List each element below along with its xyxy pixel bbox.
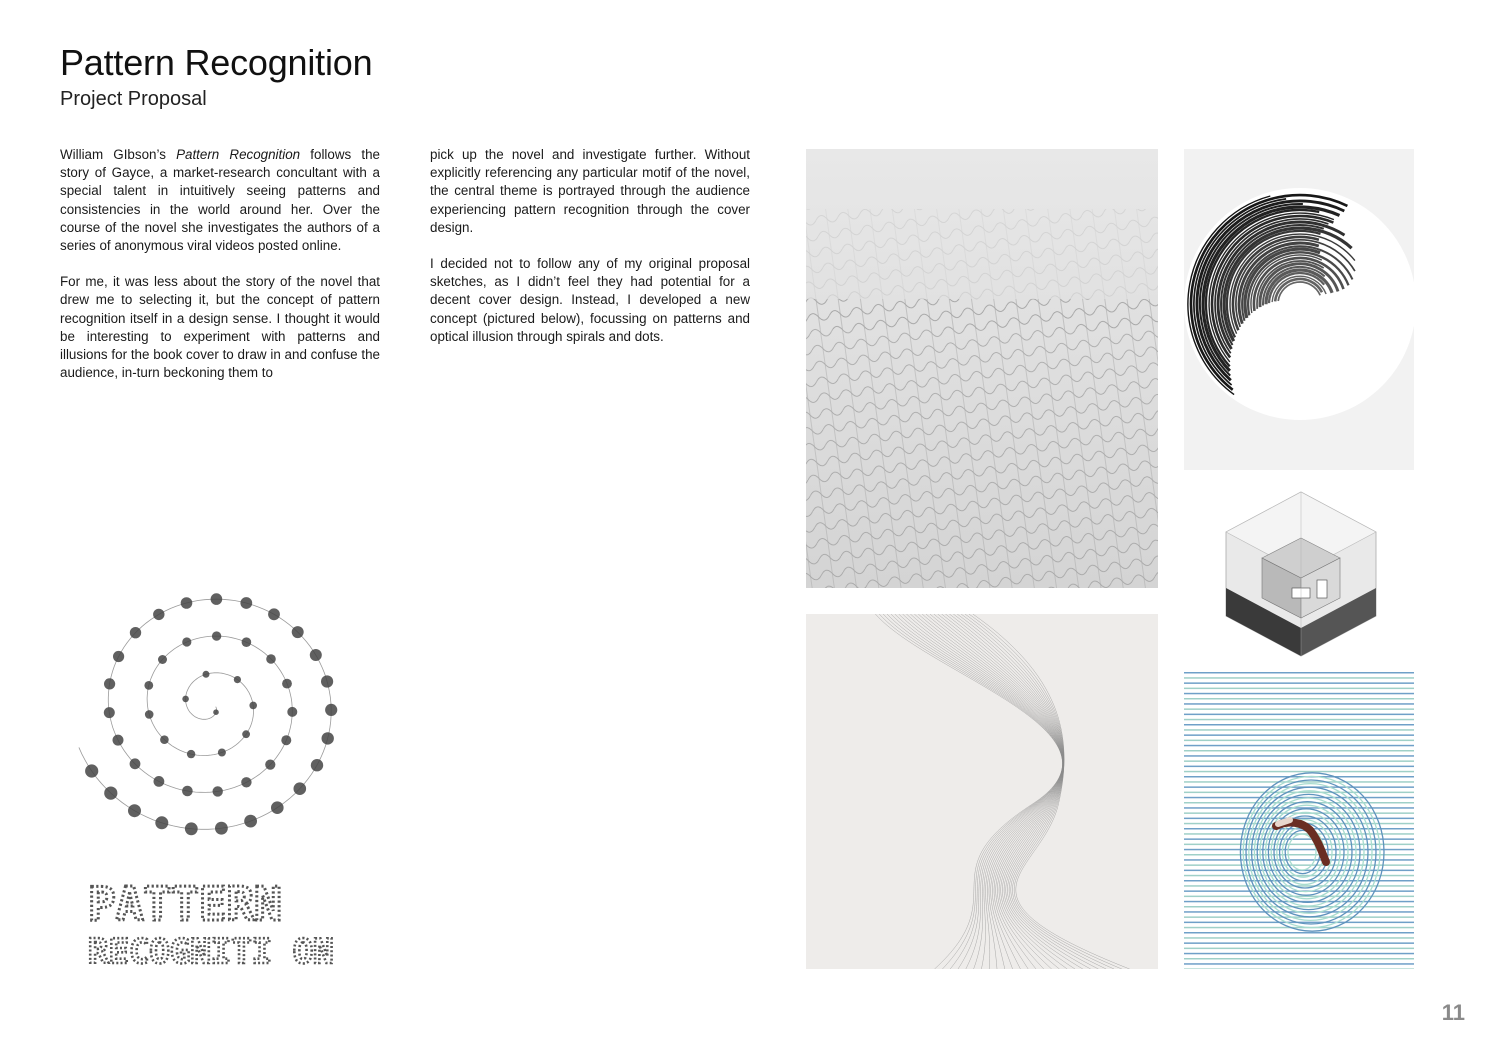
stripe <box>1184 836 1414 838</box>
stripe <box>1184 719 1414 721</box>
stripe <box>1184 677 1414 679</box>
spiral-dot <box>203 671 210 678</box>
spiral-dot <box>153 609 164 620</box>
spiral-dot <box>240 597 252 609</box>
stripe <box>1184 807 1414 809</box>
stripe <box>1184 760 1414 762</box>
stripe <box>1184 958 1414 960</box>
spiral-dot <box>182 637 191 646</box>
stripe <box>1184 724 1414 726</box>
stripe <box>1184 706 1414 708</box>
cover-title-line1: PATTERN <box>88 877 282 931</box>
spiral-dot <box>130 758 141 769</box>
spiral-dot <box>281 735 291 745</box>
stripe <box>1184 896 1414 898</box>
spiral-dot <box>213 786 223 796</box>
spiral-dot <box>113 735 124 746</box>
stripe <box>1184 942 1414 944</box>
spiral-dot <box>241 777 251 787</box>
stripe <box>1184 714 1414 716</box>
stripe <box>1184 771 1414 773</box>
page-title: Pattern Recognition <box>60 42 373 83</box>
stripe <box>1184 818 1414 820</box>
stripe <box>1184 768 1414 770</box>
spiral-dot <box>104 678 115 689</box>
spiral-dot <box>242 730 250 738</box>
spiral-dot <box>325 704 337 716</box>
stripe <box>1184 721 1414 723</box>
page-subtitle: Project Proposal <box>60 88 207 110</box>
spiral-dot <box>128 804 141 817</box>
stripe <box>1184 779 1414 781</box>
spiral-dot <box>311 759 323 771</box>
paragraph-motivation: For me, it was less about the story of the novel that drew me to selecting it, but the concept of pattern recognition itself in a design sense. I thought it would be interesting to experiment with patterns and illusions for the book cover to draw in and confuse the audience, in-turn beckoning them to <box>60 274 380 381</box>
stripe <box>1184 935 1414 937</box>
paragraph-concept: I decided not to follow any of my original proposal sketches, as I didn’t feel they had potential for a decent cover design. Instead, I developed a new concept (pictured below), focussing on patterns and optical illusion through spirals and dots. <box>430 256 750 344</box>
stripe <box>1184 716 1414 718</box>
stripe <box>1184 937 1414 939</box>
stripe <box>1184 682 1414 684</box>
stripe <box>1184 758 1414 760</box>
spiral-dot <box>282 679 292 689</box>
stripe <box>1184 932 1414 934</box>
spiral-dot <box>234 676 241 683</box>
cover-title-line2: RECOGNITI ON <box>88 932 334 972</box>
stripe <box>1184 740 1414 742</box>
spiral-dot <box>182 786 193 797</box>
stripe <box>1184 708 1414 710</box>
stripe <box>1184 747 1414 749</box>
stripe <box>1184 828 1414 830</box>
spiral-dot <box>266 654 276 664</box>
spiral-dot <box>213 709 219 715</box>
spiral-dot <box>155 816 168 829</box>
cover-concept-artwork <box>70 565 415 975</box>
dot-spiral-graphic <box>70 565 415 975</box>
stripe <box>1184 753 1414 755</box>
spiral-dot <box>310 649 322 661</box>
spiral-dot <box>113 651 124 662</box>
spiral-dot <box>154 776 165 787</box>
spiral-dot <box>322 732 334 744</box>
spiral-dot <box>160 735 169 744</box>
stripe <box>1184 750 1414 752</box>
stripe <box>1184 737 1414 739</box>
stripe <box>1184 742 1414 744</box>
stripe <box>1184 948 1414 950</box>
isometric-cube-image <box>1222 488 1380 658</box>
text-column-right <box>430 146 750 364</box>
spiral-dot <box>187 750 195 758</box>
stripe <box>1184 789 1414 791</box>
paragraph-continuation: pick up the novel and investigate further. Without explicitly referencing any particular motif of the novel, the central theme is portrayed through the audience experiencing pattern recognition through the cover design. <box>430 147 750 235</box>
cover-lettering <box>88 877 334 972</box>
stripe <box>1184 867 1414 869</box>
stripe <box>1184 698 1414 700</box>
spiral-dot <box>249 702 257 710</box>
stripe <box>1184 766 1414 768</box>
stripe <box>1184 685 1414 687</box>
stripe <box>1184 703 1414 705</box>
spiral-dot <box>211 593 223 605</box>
spiral-dot <box>185 822 198 835</box>
stripe <box>1184 675 1414 677</box>
stripe <box>1184 745 1414 747</box>
spiral-dot <box>104 707 115 718</box>
stripe <box>1184 734 1414 736</box>
stripe <box>1184 916 1414 918</box>
spiral-dot <box>287 707 297 717</box>
stripe <box>1184 672 1414 674</box>
intro-text-start: William GIbson’s <box>60 147 177 162</box>
stripe <box>1184 729 1414 731</box>
spiral-dot <box>212 631 221 640</box>
stripe <box>1184 906 1414 908</box>
stripe <box>1184 732 1414 734</box>
stripe <box>1184 799 1414 801</box>
stripe <box>1184 755 1414 757</box>
stripe <box>1184 950 1414 952</box>
stripe <box>1184 695 1414 697</box>
spiral-dot <box>130 627 141 638</box>
spiral-dot <box>104 787 117 800</box>
intro-text-end: follows the story of Gayce, a market-research concultant with a special talent in intuitively seeing patterns and consistencies in the world around her. Over the course of the novel she investigates the authors of a series of anonymous viral videos posted online. <box>60 147 380 254</box>
spiral-dot <box>218 749 226 757</box>
stripe <box>1184 966 1414 968</box>
stripe <box>1184 763 1414 765</box>
stripe <box>1184 940 1414 942</box>
stripe <box>1184 955 1414 957</box>
stripe <box>1184 961 1414 963</box>
spiral-dot <box>321 675 333 687</box>
stripe <box>1184 680 1414 682</box>
stripe <box>1184 711 1414 713</box>
ink-spiral-disc-image <box>1184 149 1414 470</box>
spiral-dot <box>271 801 284 814</box>
stripe <box>1184 727 1414 729</box>
stripe <box>1184 885 1414 887</box>
stripe <box>1184 701 1414 703</box>
spiral-dot <box>158 655 167 664</box>
stripe <box>1184 963 1414 965</box>
page-number: 11 <box>1441 1000 1465 1025</box>
wire-mesh-image <box>806 149 1158 588</box>
text-column-left <box>60 146 380 400</box>
stripe <box>1184 945 1414 947</box>
spiral-dot <box>268 608 280 620</box>
spiral-dot <box>292 626 304 638</box>
spiral-dot <box>181 597 193 609</box>
stripe <box>1184 797 1414 799</box>
spiral-dot <box>182 696 189 703</box>
stripe <box>1184 914 1414 916</box>
twisted-line-drawing-image <box>806 614 1158 969</box>
paragraph-intro <box>60 146 380 255</box>
optical-stripe-illusion-image <box>1184 672 1414 969</box>
spiral-dot <box>85 764 98 777</box>
spiral-dot <box>244 815 257 828</box>
spiral-dot <box>145 710 154 719</box>
spiral-dot <box>265 760 275 770</box>
stripe <box>1184 968 1414 969</box>
spiral-dot <box>144 681 153 690</box>
stripe <box>1184 924 1414 926</box>
stripe <box>1184 690 1414 692</box>
spiral-dot <box>215 822 228 835</box>
novel-title-italic: Pattern Recognition <box>176 147 301 162</box>
spiral-dot <box>294 782 307 795</box>
spiral-dot <box>242 637 252 647</box>
stripe <box>1184 953 1414 955</box>
stripe <box>1184 693 1414 695</box>
stripe <box>1184 688 1414 690</box>
